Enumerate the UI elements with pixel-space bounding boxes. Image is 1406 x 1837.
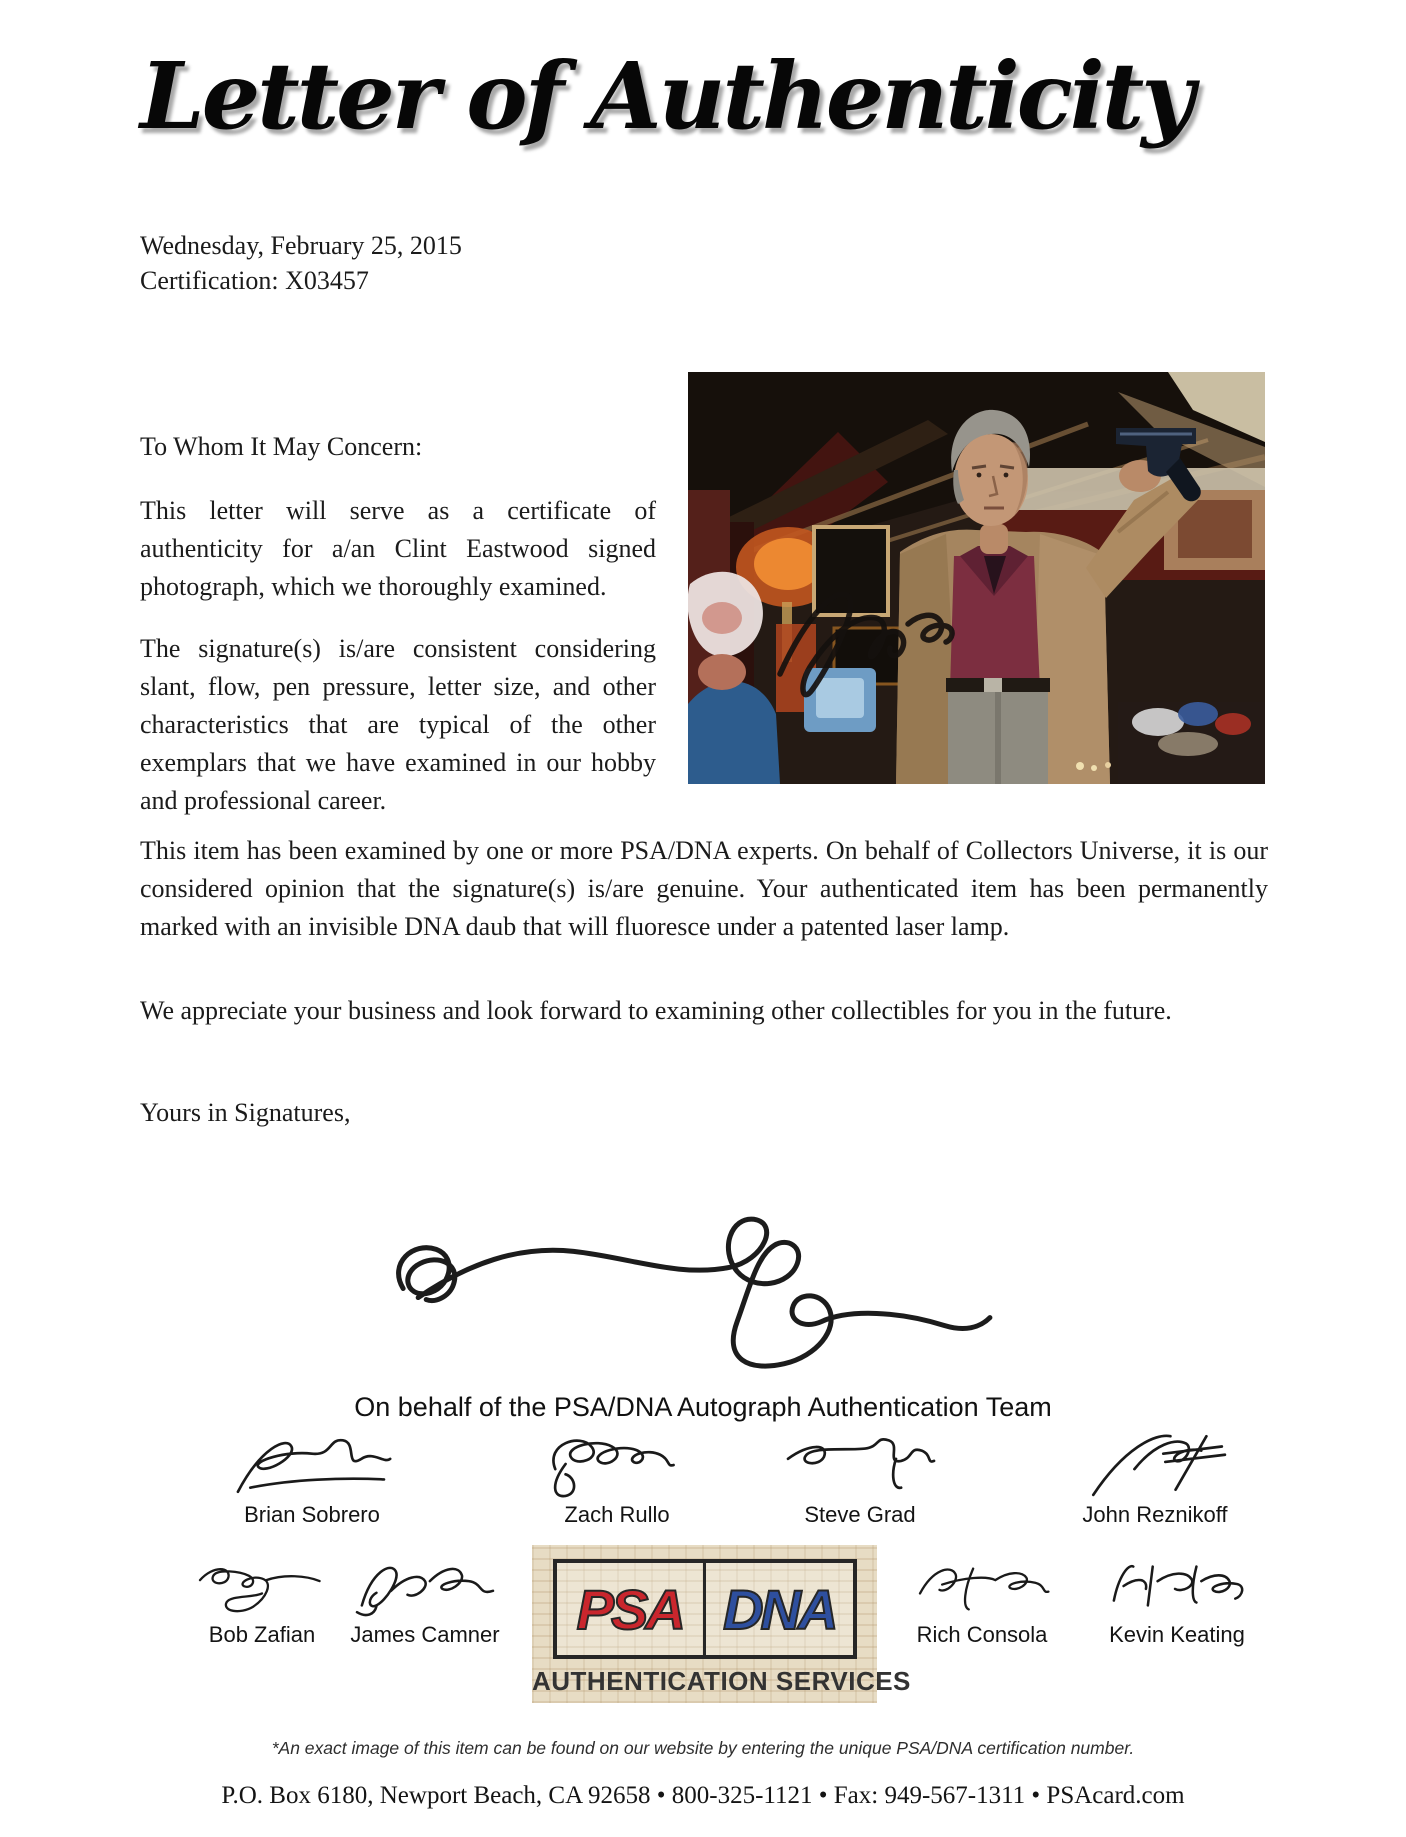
dna-logo-text: DNA [703,1563,853,1655]
signer-name: John Reznikoff [1082,1502,1228,1527]
signer-brian-sobrero [182,1428,442,1528]
authenticator-signature [358,1192,1020,1380]
signature-scribble [345,1552,505,1620]
paragraph-signature-analysis: The signature(s) is/are consistent considering slant, flow, pen pressure, letter size, and other characteristics that are typical of the other exemplars that we have examined in our hobby and professional career. [140,634,656,815]
signer-name: James Camner [350,1622,500,1647]
psa-dna-logo-box [553,1559,857,1659]
page-title: Letter of Authenticity [140,42,1192,150]
salutation: To Whom It May Concern: [140,432,423,461]
signer-rich-consola [872,1558,1092,1648]
signer-steve-grad [730,1428,990,1528]
signer-name: Bob Zafian [208,1622,316,1647]
photo-illustration [688,372,1265,784]
signature-scribble [770,1428,950,1500]
signature-scribble [222,1428,402,1500]
date-certification-block [140,228,462,298]
signer-name: Steve Grad [804,1502,916,1527]
psa-dna-logo [532,1545,911,1703]
signature-scribble [902,1558,1062,1620]
signed-photograph [688,372,1265,784]
signer-name: Brian Sobrero [244,1502,380,1527]
contact-footer: P.O. Box 6180, Newport Beach, CA 92658 • 800-325-1121 • Fax: 949-567-1311 • PSAcard.com [221,1782,1185,1809]
psa-logo-text: PSA [576,1577,683,1641]
paragraph-thanks: We appreciate your business and look forward to examining other collectibles for you in the future. [140,996,1172,1025]
certification-line: Certification: X03457 [140,266,369,295]
date-line: Wednesday, February 25, 2015 [140,231,462,260]
team-attribution-line: On behalf of the PSA/DNA Autograph Authentication Team [354,1392,1052,1422]
signature-scribble [527,1428,707,1500]
signer-kevin-keating [1062,1552,1292,1648]
signer-zach-rullo [487,1428,747,1528]
signer-name: Kevin Keating [1109,1622,1245,1647]
closing-line: Yours in Signatures, [140,1098,351,1127]
signature-scribble [1092,1552,1262,1620]
signer-john-reznikoff [1025,1428,1285,1528]
signature-scribble [1065,1428,1245,1500]
paragraph-examined: This item has been examined by one or more PSA/DNA experts. On behalf of Collectors Universe, it is our considered opinion that the signature(s) is/are genuine. Your authenticated item has been permanently marked with an invisible DNA daub that will fluoresce under a patented laser lamp. [140,836,1268,941]
logo-subtitle: AUTHENTICATION SERVICES [532,1666,911,1696]
signer-james-camner [315,1552,535,1648]
signer-name: Rich Consola [916,1622,1048,1647]
paragraph-intro: This letter will serve as a certificate of authenticity for a/an Clint Eastwood signed photograph, which we thoroughly examined. [140,496,656,601]
signer-name: Zach Rullo [564,1502,670,1527]
certification-footnote: *An exact image of this item can be found on our website by entering the unique PSA/DNA certification number. [271,1738,1135,1758]
